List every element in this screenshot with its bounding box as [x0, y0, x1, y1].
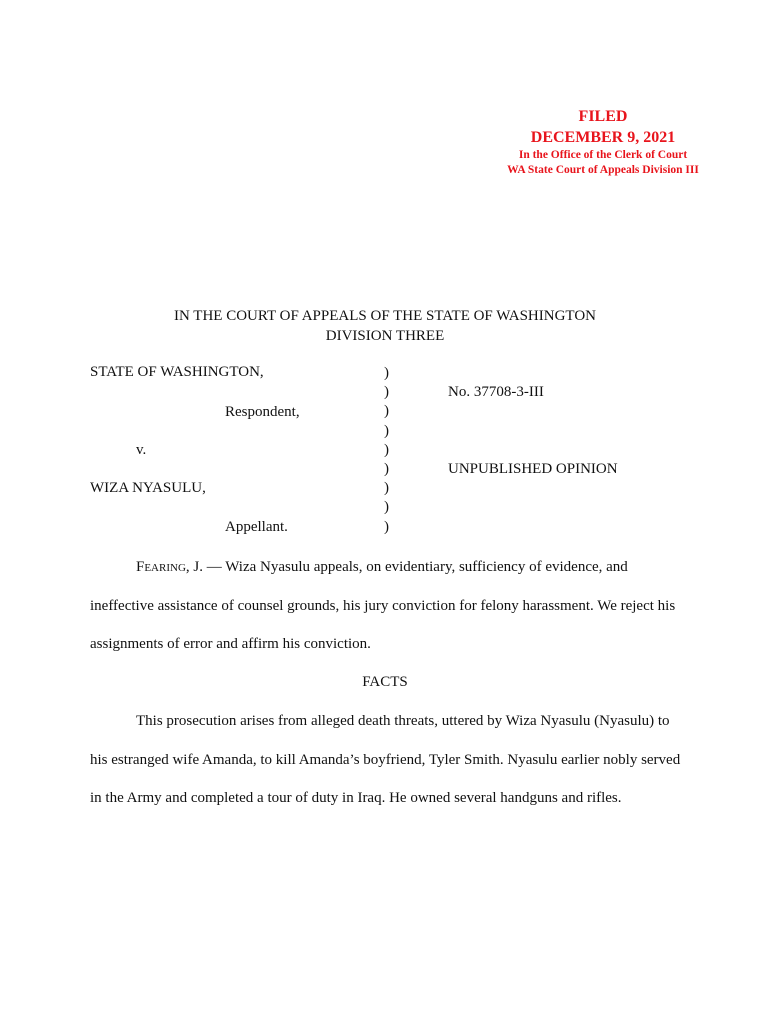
case-number: No. 37708-3-III [448, 384, 544, 400]
opening-text: — Wiza Nyasulu appeals, on evidentiary, sufficiency of evidence, and ineffective assistance of counsel grounds, his jury conviction for felony harassment. We reject his assignments of error and affirm his conviction. [90, 559, 676, 653]
court-division: DIVISION THREE [325, 328, 445, 344]
paren: ) [384, 422, 389, 439]
court-title: IN THE COURT OF APPEALS OF THE STATE OF WASHINGTON [174, 308, 596, 324]
filed-stamp [470, 106, 736, 178]
paren: ) [384, 518, 389, 535]
defendant-name: WIZA NYASULU, [90, 480, 206, 496]
facts-paragraph: This prosecution arises from alleged death threats, uttered by Wiza Nyasulu (Nyasulu) to his estranged wife Amanda, to kill Amanda’s boyfriend, Tyler Smith. Nyasulu earlier nobly served in the Army and completed a tour of duty in Iraq. He owned several handguns and rifles. [90, 713, 681, 807]
opening-paragraph [90, 548, 690, 664]
author-name: Fearing, J. [136, 559, 203, 575]
paren: ) [384, 403, 389, 420]
stamp-court: WA State Court of Appeals Division III [507, 164, 699, 176]
paren: ) [384, 499, 389, 516]
plaintiff-role: Respondent, [225, 404, 300, 420]
stamp-date: DECEMBER 9, 2021 [530, 129, 676, 146]
stamp-office: In the Office of the Clerk of Court [518, 149, 688, 161]
opinion-type: UNPUBLISHED OPINION [448, 461, 618, 477]
paren: ) [384, 441, 389, 458]
plaintiff-name: STATE OF WASHINGTON, [90, 364, 264, 380]
caption-parentheses [384, 364, 396, 537]
facts-heading: FACTS [362, 674, 408, 690]
versus: v. [136, 442, 147, 458]
paren: ) [384, 384, 389, 401]
paren: ) [384, 480, 389, 497]
court-heading [80, 306, 690, 346]
paren: ) [384, 365, 389, 381]
defendant-role: Appellant. [225, 519, 288, 535]
paren: ) [384, 461, 389, 478]
stamp-filed: FILED [578, 108, 628, 125]
